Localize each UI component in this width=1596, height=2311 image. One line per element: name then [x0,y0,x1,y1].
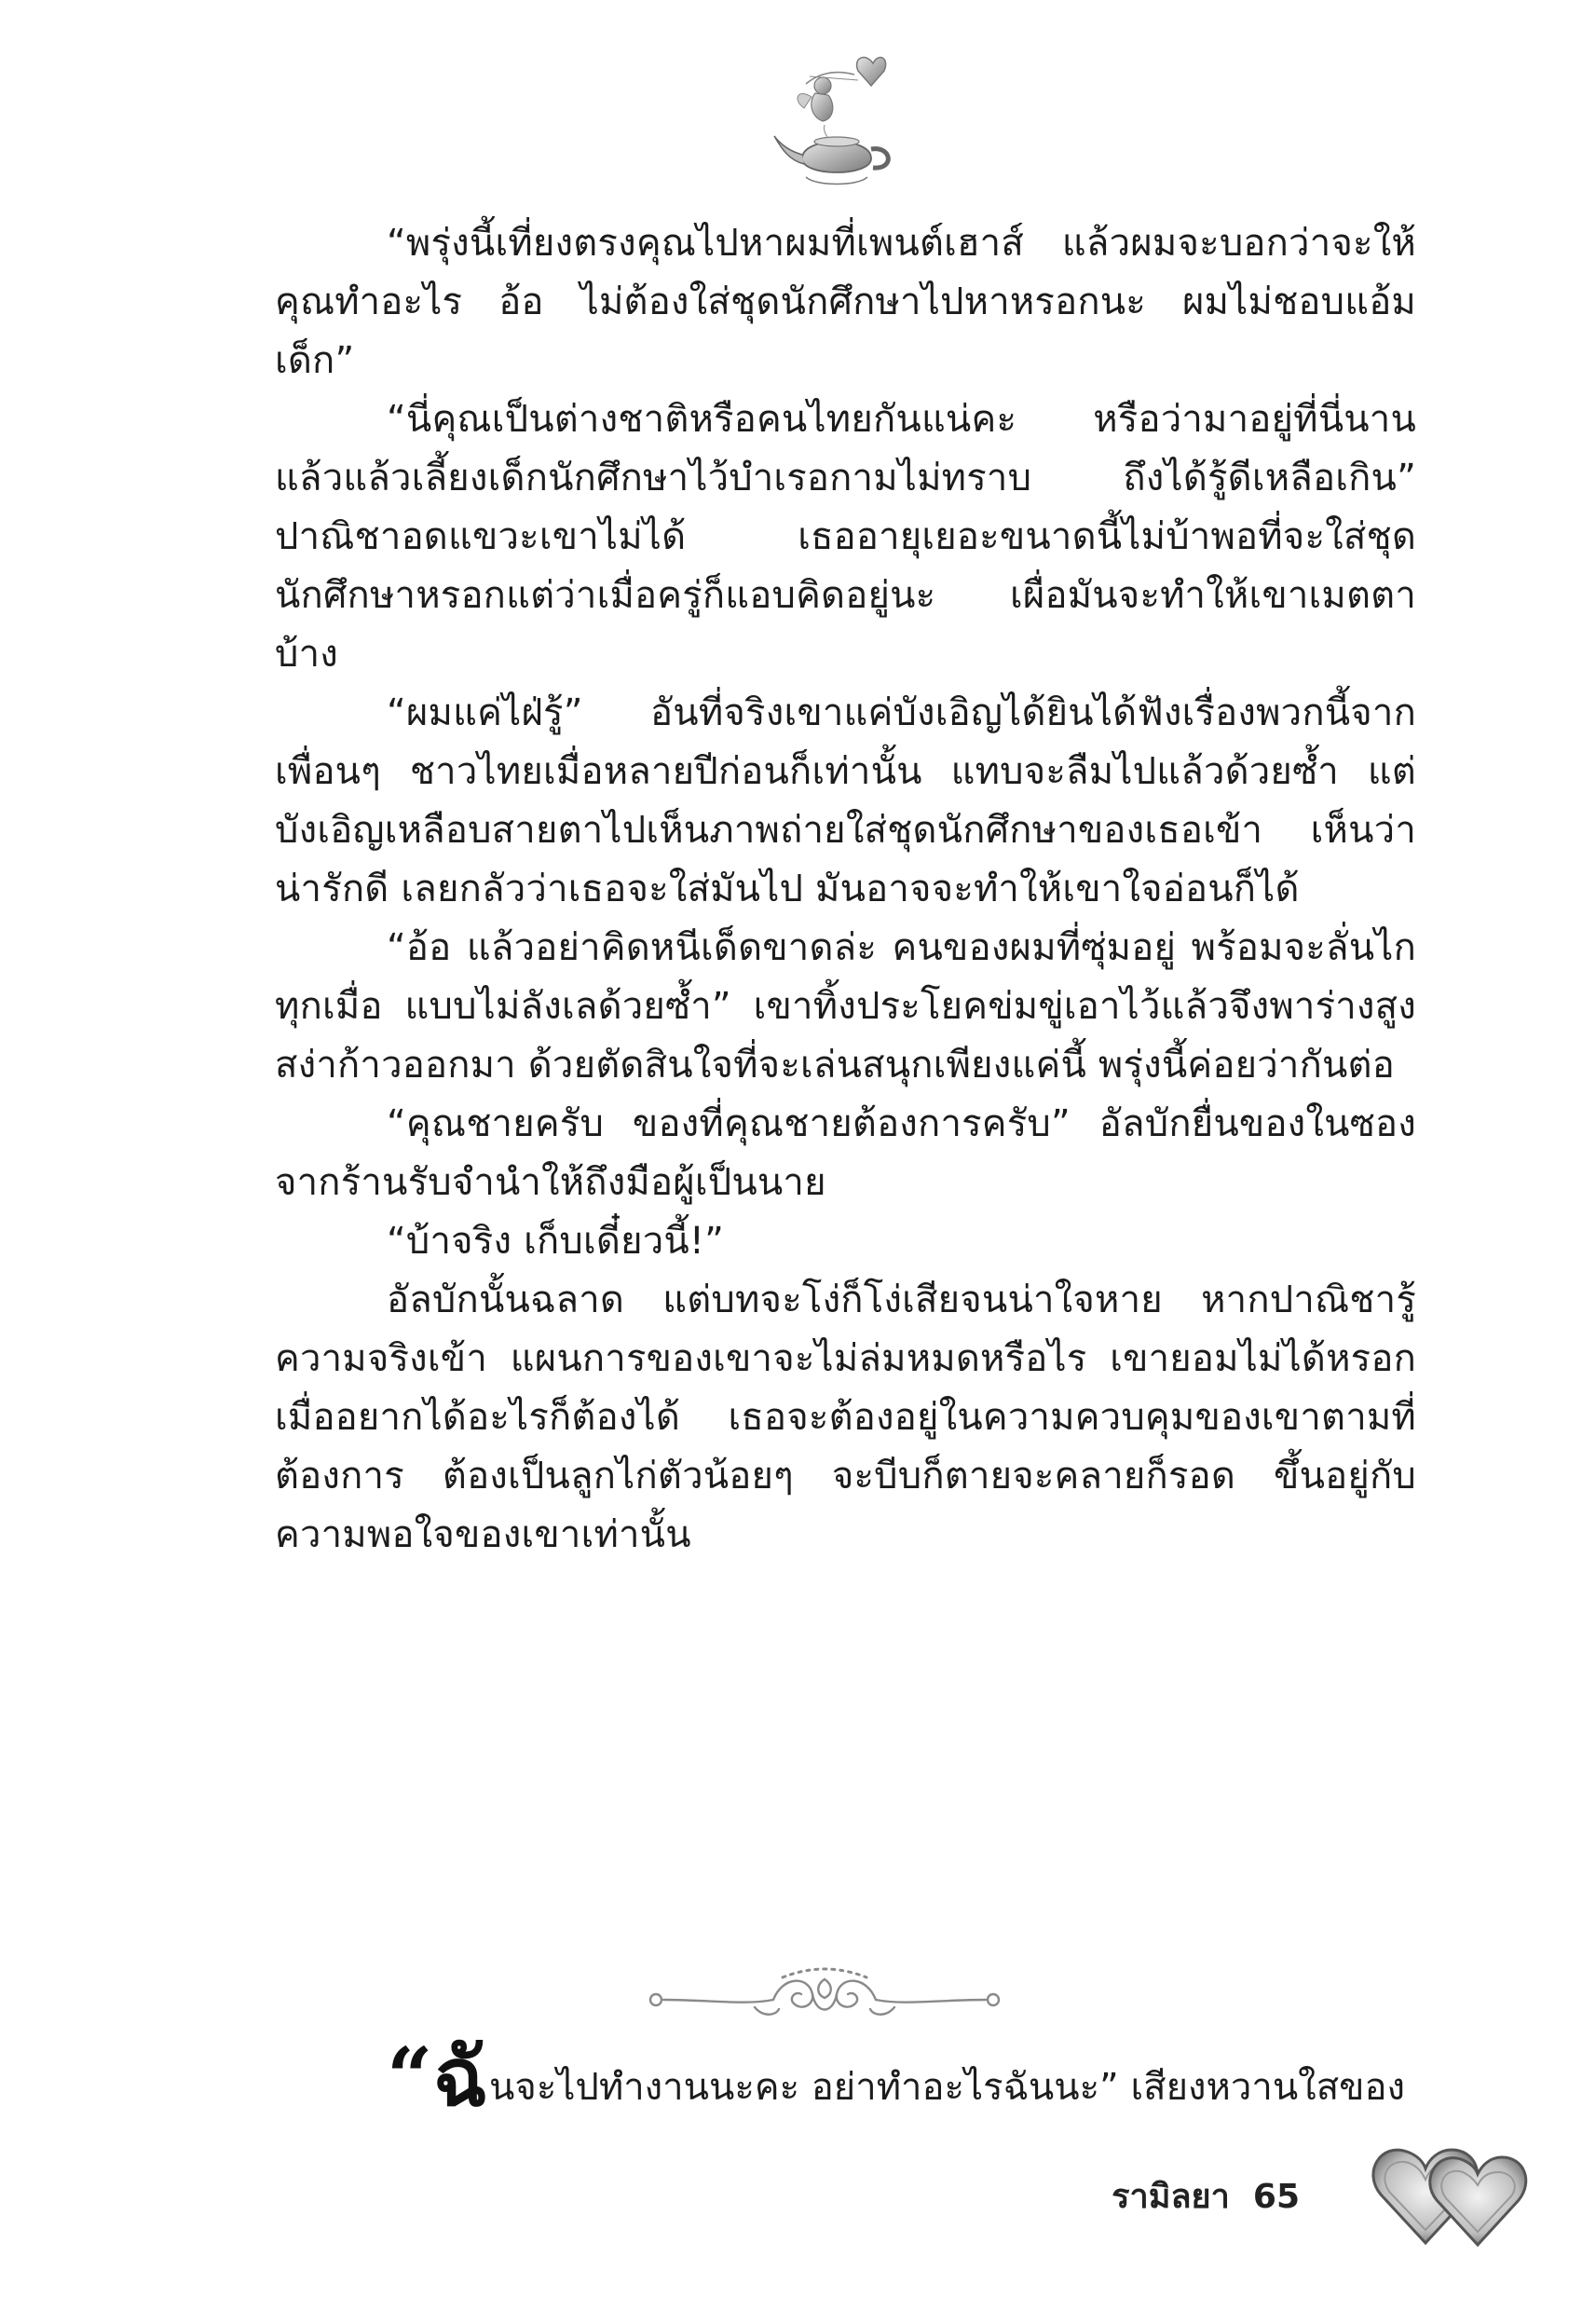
chapter-opening [387,2036,1421,2129]
chapter-opening-text: นจะไปทำงานนะคะ อย่าทำอะไรฉันนะ” เสียงหวานใสของ [489,2066,1406,2109]
paragraph: “คุณชายครับ ของที่คุณชายต้องการครับ” อัลบักยื่นของในซองจากร้านรับจำนำให้ถึงมือผู้เป็นนาย [275,1102,1416,1204]
paragraph: “บ้าจริง เก็บเดี๋ยวนี้!” [387,1220,725,1263]
swirl-divider-icon [643,1957,1006,2031]
running-footer [1112,2169,1300,2222]
paragraph: “พรุ่งนี้เที่ยงตรงคุณไปหาผมที่เพนต์เฮาส์ แล้วผมจะบอกว่าจะให้คุณทำอะไร อ้อ ไม่ต้องใส่ชุดนักศึกษาไปหาหรอกนะ ผมไม่ชอบแอ้มเด็ก” [275,222,1416,382]
paragraph: “อ้อ แล้วอย่าคิดหนีเด็ดขาดล่ะ คนของผมที่ซุ่มอยู่ พร้อมจะลั่นไกทุกเมื่อ แบบไม่ลังเลด้วยซ้ำ” เขาทิ้งประโยคข่มขู่เอาไว้แล้วจึงพาร่างสูงสง่าก้าวออกมา ด้วยตัดสินใจที่จะเล่นสนุกเพียงแค่นี้ พรุ่งนี้ค่อยว่ากันต่อ [275,926,1416,1087]
book-title: รามิลยา [1112,2178,1230,2216]
paragraph: “ผมแค่ไฝ่รู้” อันที่จริงเขาแค่บังเอิญได้ยินได้ฟังเรื่องพวกนี้จากเพื่อนๆ ชาวไทยเมื่อหลายปีก่อนก็เท่านั้น แทบจะลืมไปแล้วด้วยซ้ำ แต่บังเอิญเหลือบสายตาไปเห็นภาพถ่ายใส่ชุดนักศึกษาของเธอเข้า เห็นว่าน่ารักดี เลยกลัวว่าเธอจะใส่มันไป มันอาจจะทำให้เขาใจอ่อนก็ได้ [275,691,1416,910]
drop-cap: “ฉั [387,2036,488,2125]
paragraph: “นี่คุณเป็นต่างชาติหรือคนไทยกันแน่คะ หรือว่ามาอยู่ที่นี่นานแล้วแล้วเลี้ยงเด็กนักศึกษาไว้บำเรอกามไม่ทราบ ถึงได้รู้ดีเหลือเกิน” ปาณิชาอดแขวะเขาไม่ได้ เธออายุเยอะขนาดนี้ไม่บ้าพอที่จะใส่ชุดนักศึกษาหรอกแต่ว่าเมื่อครู่ก็แอบคิดอยู่นะ เผื่อมันจะทำให้เขาเมตตาบ้าง [275,398,1416,676]
double-heart-icon [1368,2129,1535,2255]
body-text [275,214,1416,1565]
paragraph: อัลบักนั้นฉลาด แต่บทจะโง่ก็โง่เสียจนน่าใจหาย หากปาณิชารู้ความจริงเข้า แผนการของเขาจะไม่ล่มหมดหรือไร เขายอมไม่ได้หรอกเมื่ออยากได้อะไรก็ต้องได้ เธอจะต้องอยู่ในความควบคุมของเขาตามที่ต้องการ ต้องเป็นลูกไก่ตัวน้อยๆ จะบีบก็ตายจะคลายก็รอด ขึ้นอยู่กับความพอใจของเขาเท่านั้น [275,1279,1416,1556]
page-number: 65 [1252,2178,1300,2216]
cupid-teapot-ornament-icon [769,47,908,205]
